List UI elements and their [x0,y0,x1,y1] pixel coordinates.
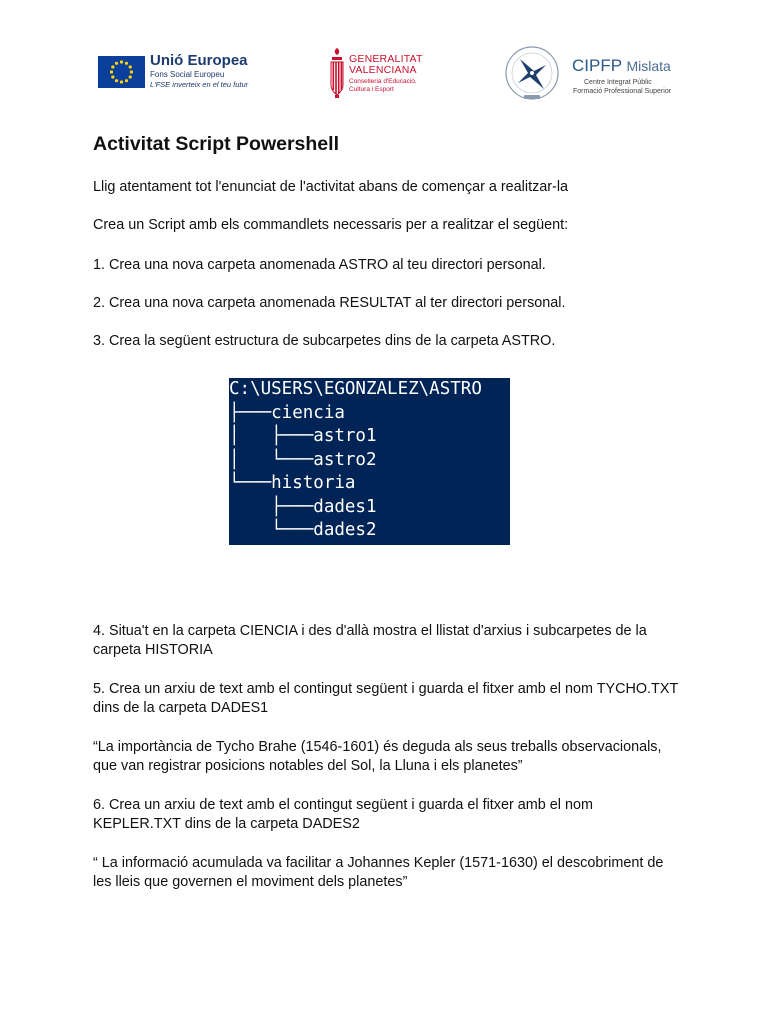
step-3: 3. Crea la següent estructura de subcarpetes dins de la carpeta ASTRO. [93,333,556,349]
generalitat-logo [329,47,449,101]
tree-line: └───dades2 [229,520,377,540]
generalitat-name-line2: VALENCIANA [349,64,417,76]
document-header [0,0,768,110]
folder-tree-terminal [229,378,510,545]
tree-line: └───historia [229,473,356,493]
step-6: 6. Crea un arxiu de text amb el contingut següent i guarda el fitxer amb el nom KEPLER.TXT dins de la carpeta DADES2 [93,797,593,832]
cipfp-logo [504,45,679,103]
eu-subtitle: Fons Social Europeu [150,70,225,79]
tree-line: │ └───astro2 [229,449,377,470]
step-1: 1. Crea una nova carpeta anomenada ASTRO al teu directori personal. [93,257,546,273]
cipfp-subtitle-line2: Formació Professional Superior [573,88,672,95]
generalitat-name-line1: GENERALITAT [349,53,423,65]
quote-tycho: “La importància de Tycho Brahe (1546-1601) és deguda als seus treballs observacionals, que van registrar posicions notables del Sol, la Lluna i els planetes” [93,739,662,774]
step-5: 5. Crea un arxiu de text amb el contingut següent i guarda el fitxer amb el nom TYCHO.TXT dins de la carpeta DADES1 [93,681,678,716]
generalitat-department-line1: Conselleria d'Educació, [349,78,417,85]
cipfp-subtitle-line1: Centre Integrat Públic [584,79,652,86]
tree-root-path: C:\USERS\EGONZALEZ\ASTRO [229,379,482,399]
eu-title: Unió Europea [150,52,248,69]
tree-line: │ ├───astro1 [229,426,377,446]
cipfp-name [572,56,671,76]
instruction-paragraph: Crea un Script amb els commandlets necessaris per a realitzar el següent: [93,217,569,233]
tree-line: ├───dades1 [229,496,377,517]
tree-line: ├───ciencia [229,402,345,423]
cipfp-acronym: CIPFP [572,56,622,75]
generalitat-department-line2: Cultura i Esport [349,86,394,93]
eu-flag-icon [98,56,145,88]
eu-motto: L'FSE inverteix en el teu futur [150,80,249,89]
cipfp-place: Mislata [626,58,671,74]
intro-paragraph: Llig atentament tot l'enunciat de l'activitat abans de començar a realitzar-la [93,179,569,195]
cipfp-compass-emblem-icon [504,45,560,101]
step-4: 4. Situa't en la carpeta CIENCIA i des d'allà mostra el llistat d'arxius i subcarpetes de la carpeta HISTORIA [93,623,647,658]
quote-kepler: “ La informació acumulada va facilitar a Johannes Kepler (1571-1630) el descobriment de les lleis que governen el moviment dels planetes” [93,855,664,890]
generalitat-shield-icon [329,47,345,99]
step-2: 2. Crea una nova carpeta anomenada RESULTAT al ter directori personal. [93,295,566,311]
document-title: Activitat Script Powershell [93,133,339,155]
eu-logo [98,52,298,89]
